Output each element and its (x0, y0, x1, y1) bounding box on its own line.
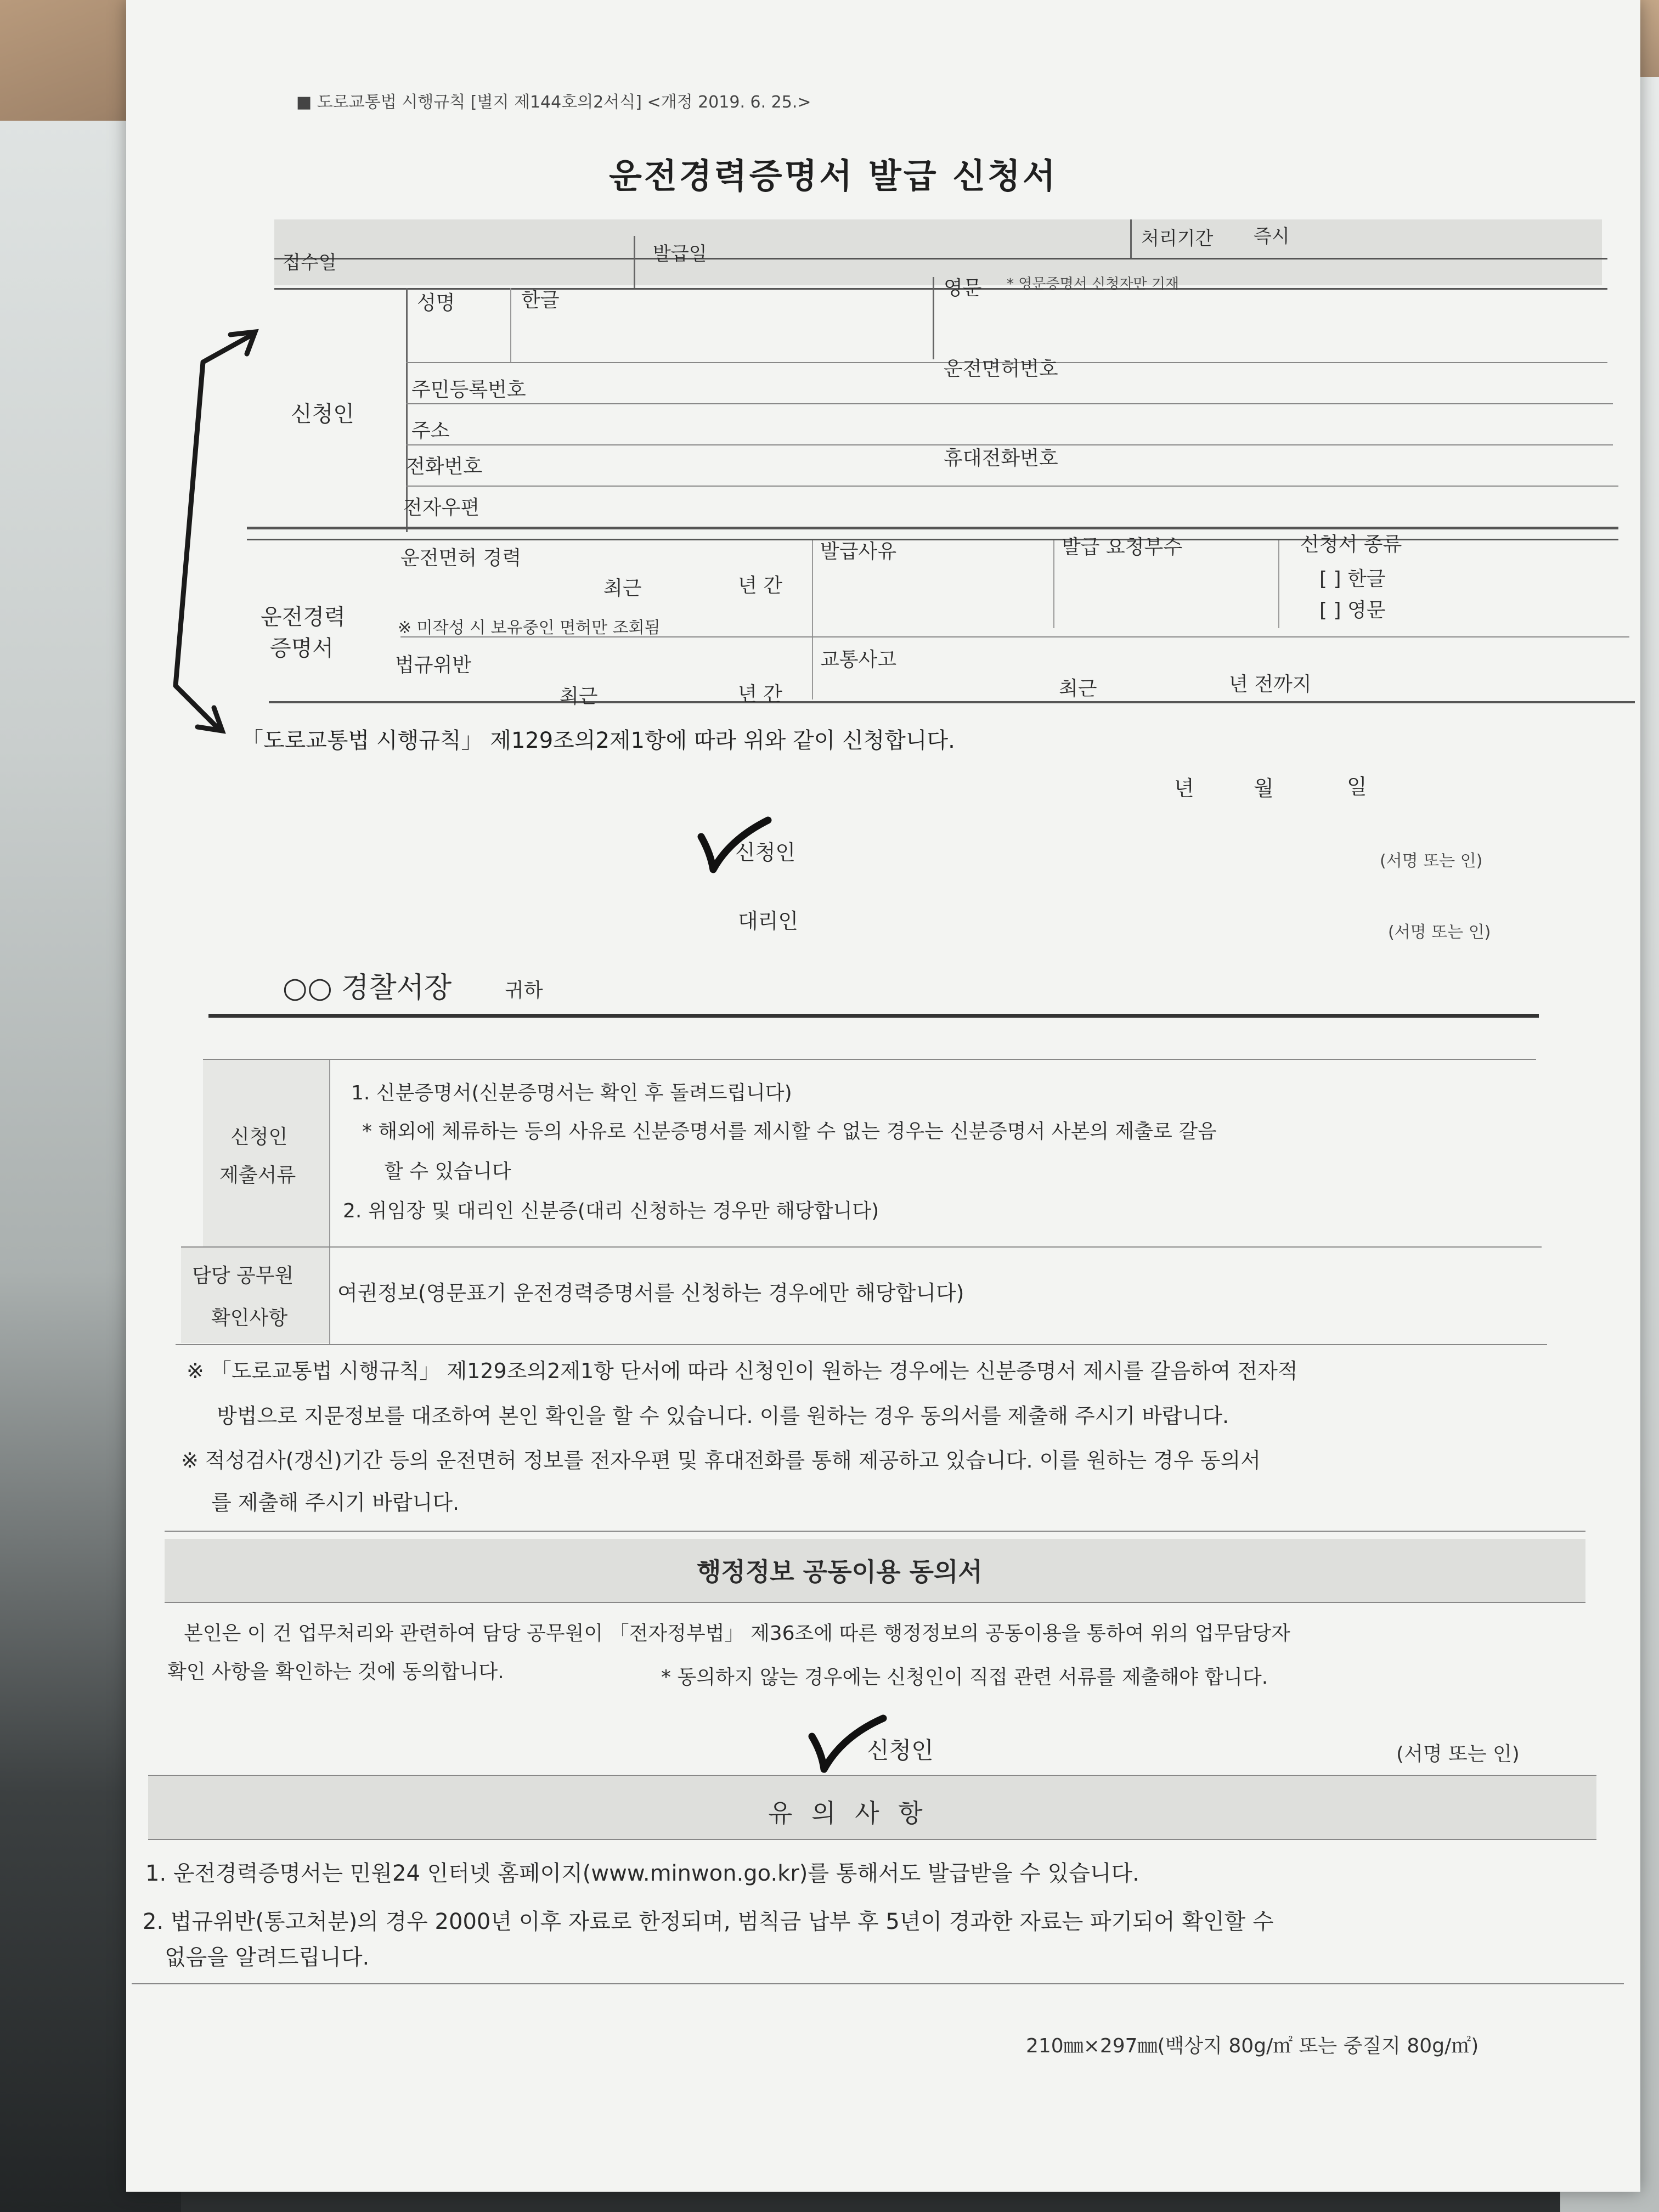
email-label: 전자우편 (403, 496, 480, 519)
copies-label: 발급 요청부수 (1062, 536, 1183, 558)
accident-label: 교통사고 (820, 648, 897, 671)
consent-signer-label: 신청인 (867, 1737, 934, 1764)
applicant-signer-label: 신청인 (735, 840, 796, 865)
license-history-recent: 최근 (603, 577, 642, 600)
application-form (126, 0, 1640, 2192)
receipt-date-label: 접수일 (283, 252, 337, 274)
form-title: 운전경력증명서 발급 신청서 (609, 156, 1058, 196)
addressee-suffix: 귀하 (505, 979, 543, 1002)
documents-label-2: 제출서류 (219, 1164, 296, 1187)
agent-signer-label: 대리인 (738, 909, 799, 933)
processing-period-label: 처리기간 (1141, 228, 1214, 250)
documents-item-1: 1. 신분증명서(신분증명서는 확인 후 돌려드립니다) (351, 1082, 792, 1104)
documents-item-2: 2. 위임장 및 대리인 신분증(대리 신청하는 경우만 해당합니다) (343, 1200, 879, 1222)
applicant-section-label: 신청인 (291, 402, 354, 427)
accident-until: 년 전까지 (1229, 673, 1312, 696)
english-note: * 영문증명서 신청자만 기재 (1007, 276, 1180, 292)
accident-recent: 최근 (1059, 678, 1097, 700)
office-use-row (274, 219, 1602, 285)
license-history-note: ※ 미작성 시 보유중인 면허만 조회됨 (398, 618, 661, 637)
caution-1: 1. 운전경력증명서는 민원24 인터넷 홈페이지(www.minwon.go.kr)를 통해서도 발급받을 수 있습니다. (145, 1861, 1139, 1886)
note-2-line-2: 를 제출해 주시기 바랍니다. (211, 1491, 460, 1515)
date-year: 년 (1174, 776, 1194, 800)
documents-item-1-note-a: * 해외에 체류하는 등의 사유로 신분증명서를 제시할 수 없는 경우는 신분증명서 사본의 제출로 갈음 (362, 1120, 1217, 1143)
issue-reason-label: 발급사유 (820, 540, 897, 563)
korean-name-label: 한글 (521, 289, 560, 312)
applicant-sign-seal: (서명 또는 인) (1380, 851, 1483, 871)
note-1-line-1: ※ 「도로교통법 시행규칙」 제129조의2제1항 단서에 따라 신청인이 원하는 경우에는 신분증명서 제시를 갈음하여 전자적 (187, 1359, 1298, 1383)
name-label: 성명 (417, 292, 455, 314)
resident-number-label: 주민등록번호 (411, 379, 526, 401)
cautions-title: 유 의 사 항 (768, 1798, 928, 1828)
certificate-section-label-1: 운전경력 (261, 605, 346, 630)
mobile-label: 휴대전화번호 (944, 447, 1058, 470)
paper-spec: 210㎜×297㎜(백상지 80g/㎡ 또는 중질지 80g/㎡) (1026, 2035, 1479, 2057)
documents-label-1: 신청인 (230, 1126, 288, 1148)
phone-label: 전화번호 (406, 455, 483, 478)
violation-label: 법규위반 (395, 654, 472, 676)
caution-2-line-1: 2. 법규위반(통고처분)의 경우 2000년 이후 자료로 한정되며, 범칙금 납부 후 5년이 경과한 자료는 파기되어 확인할 수 (143, 1909, 1274, 1934)
double-arrow-icon (170, 324, 269, 741)
consent-title: 행정정보 공동이용 동의서 (697, 1557, 983, 1587)
consent-sign-seal: (서명 또는 인) (1396, 1743, 1520, 1765)
date-month: 월 (1254, 776, 1274, 800)
form-type-label: 신청서 종류 (1300, 533, 1402, 556)
date-day: 일 (1347, 775, 1367, 799)
consent-body-line-1: 본인은 이 건 업무처리와 관련하여 담당 공무원이 「전자정부법」 제36조에 따른 행정정보의 공동이용을 통하여 위의 업무담당자 (184, 1622, 1290, 1645)
consent-body-line-2: 확인 사항을 확인하는 것에 동의합니다. (167, 1661, 504, 1683)
violation-years: 년 간 (738, 683, 782, 706)
license-history-label: 운전면허 경력 (400, 547, 522, 569)
violation-recent: 최근 (560, 685, 598, 708)
certificate-section-label-2: 증명서 (270, 636, 334, 661)
official-check-value: 여권정보(영문표기 운전경력증명서를 신청하는 경우에만 해당합니다) (337, 1281, 964, 1305)
english-name-label: 영문 (944, 277, 982, 300)
documents-item-1-note-b: 할 수 있습니다 (384, 1160, 511, 1183)
checkmark-icon (806, 1712, 889, 1775)
official-check-label-2: 확인사항 (211, 1307, 288, 1329)
official-check-label-1: 담당 공무원 (192, 1265, 294, 1287)
consent-body-note: * 동의하지 않는 경우에는 신청인이 직접 관련 서류를 제출해야 합니다. (661, 1666, 1268, 1689)
form-reference: ■ 도로교통법 시행규칙 [별지 제144호의2서식] <개정 2019. 6. 25.> (296, 93, 811, 112)
issue-date-label: 발급일 (653, 243, 707, 265)
license-history-years: 년 간 (738, 574, 782, 597)
license-number-label: 운전면허번호 (944, 358, 1058, 380)
note-2-line-1: ※ 적성검사(갱신)기간 등의 운전면허 정보를 전자우편 및 휴대전화를 통해 제공하고 있습니다. 이를 원하는 경우 동의서 (181, 1448, 1261, 1472)
form-type-english-checkbox[interactable]: [ ] 영문 (1319, 599, 1386, 622)
address-label: 주소 (411, 420, 450, 442)
addressee: ○○ 경찰서장 (283, 972, 452, 1005)
note-1-line-2: 방법으로 지문정보를 대조하여 본인 확인을 할 수 있습니다. 이를 원하는 경우 동의서를 제출해 주시기 바랍니다. (217, 1404, 1229, 1428)
checkmark-icon (697, 815, 774, 875)
processing-period-value: 즉시 (1254, 225, 1290, 247)
agent-sign-seal: (서명 또는 인) (1388, 923, 1491, 942)
form-type-korean-checkbox[interactable]: [ ] 한글 (1319, 568, 1386, 590)
declaration-text: 「도로교통법 시행규칙」 제129조의2제1항에 따라 위와 같이 신청합니다. (241, 728, 955, 753)
caution-2-line-2: 없음을 알려드립니다. (165, 1945, 370, 1970)
